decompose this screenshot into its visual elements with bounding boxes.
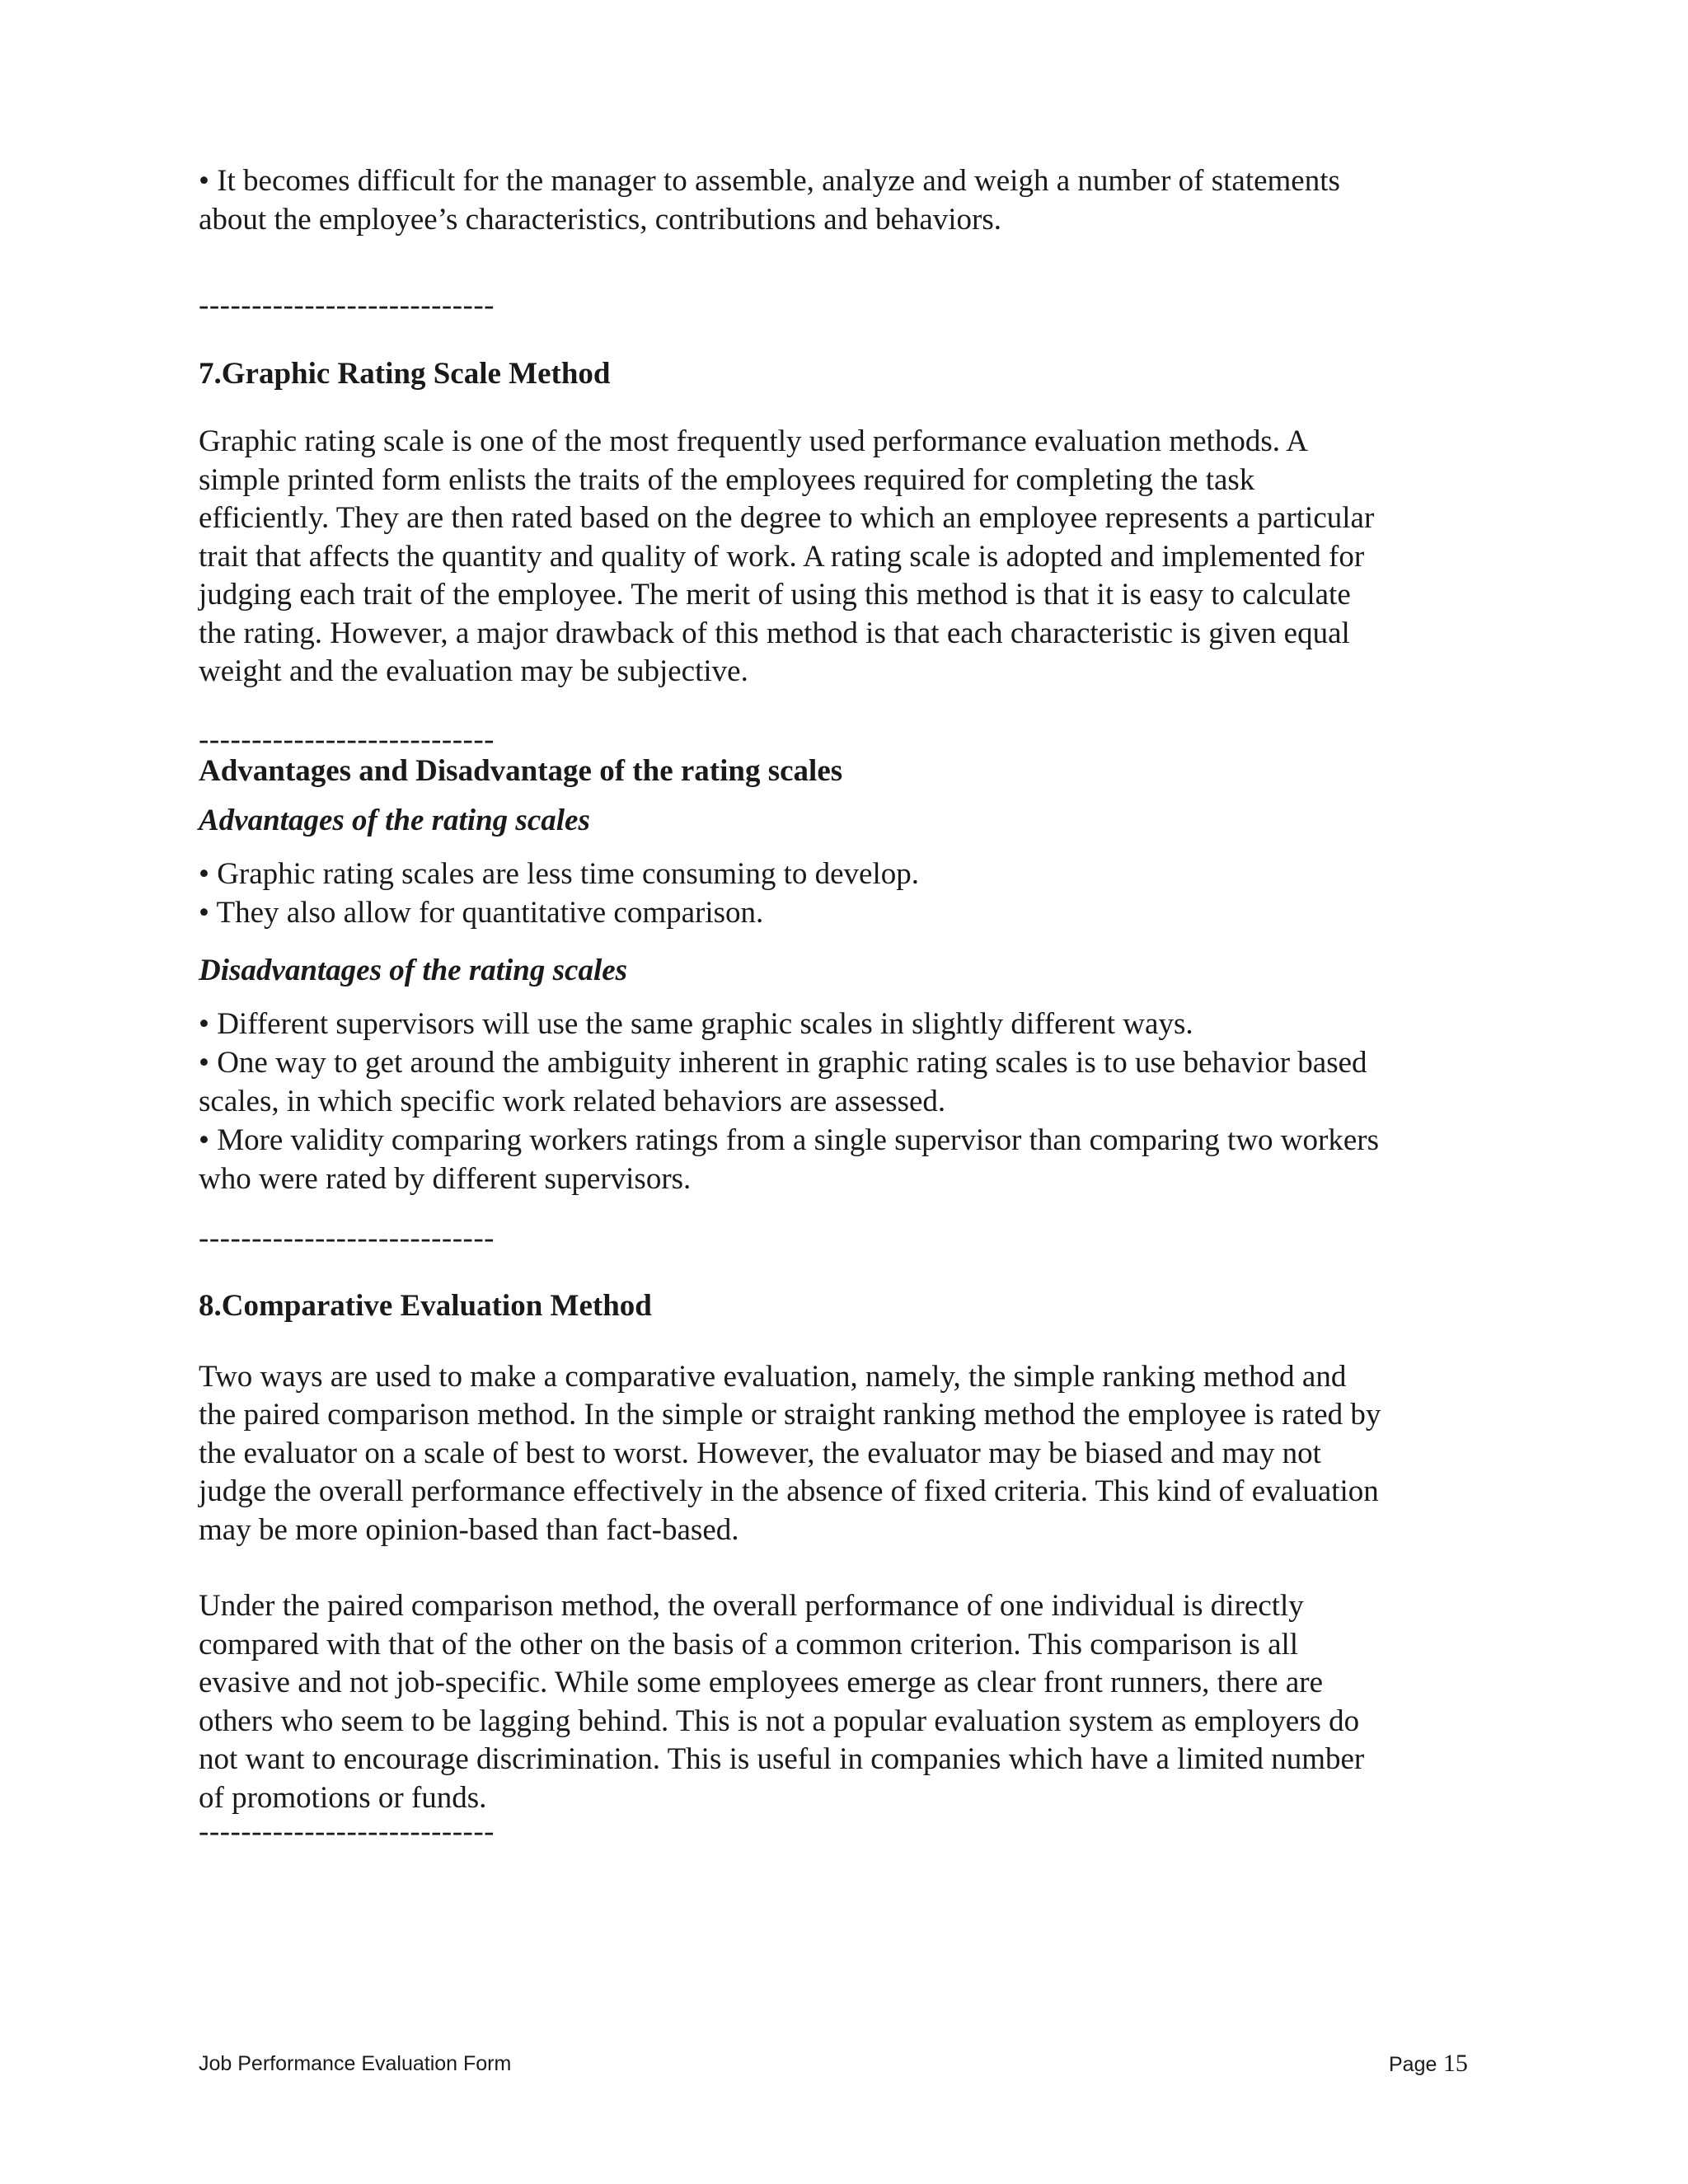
section8-paragraph-1 xyxy=(199,1358,1501,1550)
paragraph-line: simple printed form enlists the traits of the employees required for completing the task xyxy=(199,462,1255,497)
page-number-value: 15 xyxy=(1442,2050,1468,2077)
disadvantages-title: Disadvantages of the rating scales xyxy=(199,953,628,987)
paragraph-line: not want to encourage discrimination. This is useful in companies which have a limited number xyxy=(199,1742,1365,1776)
paragraph-line: the evaluator on a scale of best to worst. However, the evaluator may be biased and may not xyxy=(199,1436,1321,1470)
paragraph-line: of promotions or funds. xyxy=(199,1780,487,1815)
disadvantages-list xyxy=(199,1005,1501,1198)
list-item: scales, in which specific work related behaviors are assessed. xyxy=(199,1084,946,1118)
list-item: • More validity comparing workers ratings from a single supervisor than comparing two workers xyxy=(199,1122,1379,1157)
paragraph-line: trait that affects the quantity and quality of work. A rating scale is adopted and implemented for xyxy=(199,539,1365,574)
paragraph-line: efficiently. They are then rated based on the degree to which an employee represents a particular xyxy=(199,501,1375,535)
intro-bullet xyxy=(199,162,1501,239)
document-page xyxy=(199,162,1501,1847)
paragraph-line: others who seem to be lagging behind. This is not a popular evaluation system as employers do xyxy=(199,1704,1360,1738)
adv-disadv-heading: Advantages and Disadvantage of the rating scales xyxy=(199,753,843,788)
paragraph-line: may be more opinion-based than fact-based. xyxy=(199,1512,739,1547)
paragraph-line: Graphic rating scale is one of the most frequently used performance evaluation methods. A xyxy=(199,424,1308,458)
section-heading-7: 7.Graphic Rating Scale Method xyxy=(199,357,611,391)
paragraph-line: Two ways are used to make a comparative evaluation, namely, the simple ranking method and xyxy=(199,1359,1347,1394)
list-item: • They also allow for quantitative comparison. xyxy=(199,895,764,930)
separator: ---------------------------- xyxy=(199,722,495,757)
intro-bullet-line: about the employee’s characteristics, contributions and behaviors. xyxy=(199,203,1002,237)
section8-paragraph-2 xyxy=(199,1587,1501,1817)
intro-bullet-line: • It becomes difficult for the manager to assemble, analyze and weigh a number of statements xyxy=(199,164,1340,198)
list-item: • Graphic rating scales are less time consuming to develop. xyxy=(199,856,919,891)
separator: ---------------------------- xyxy=(199,1221,495,1255)
paragraph-line: Under the paired comparison method, the overall performance of one individual is directly xyxy=(199,1589,1304,1623)
paragraph-line: judge the overall performance effectively in the absence of fixed criteria. This kind of evaluation xyxy=(199,1474,1379,1508)
list-item: • One way to get around the ambiguity inherent in graphic rating scales is to use behavior based xyxy=(199,1045,1367,1080)
list-item: who were rated by different supervisors. xyxy=(199,1161,692,1196)
list-item: • Different supervisors will use the same graphic scales in slightly different ways. xyxy=(199,1006,1193,1041)
page-number xyxy=(1389,2050,1468,2078)
section7-paragraph xyxy=(199,423,1501,691)
paragraph-line: compared with that of the other on the basis of a common criterion. This comparison is all xyxy=(199,1627,1299,1661)
paragraph-line: evasive and not job-specific. While some employees emerge as clear front runners, there are xyxy=(199,1666,1323,1699)
advantages-list xyxy=(199,855,1501,932)
separator: ---------------------------- xyxy=(199,288,495,322)
paragraph-line: judging each trait of the employee. The merit of using this method is that it is easy to calculate xyxy=(199,578,1351,612)
separator: ---------------------------- xyxy=(199,1815,495,1849)
paragraph-line: weight and the evaluation may be subjective. xyxy=(199,654,748,688)
advantages-title: Advantages of the rating scales xyxy=(199,803,590,837)
paragraph-line: the paired comparison method. In the simple or straight ranking method the employee is rated by xyxy=(199,1398,1381,1432)
page-label: Page xyxy=(1389,2053,1437,2076)
section-heading-8: 8.Comparative Evaluation Method xyxy=(199,1288,652,1323)
footer-title: Job Performance Evaluation Form xyxy=(199,2052,512,2075)
paragraph-line: the rating. However, a major drawback of this method is that each characteristic is given equal xyxy=(199,616,1350,650)
